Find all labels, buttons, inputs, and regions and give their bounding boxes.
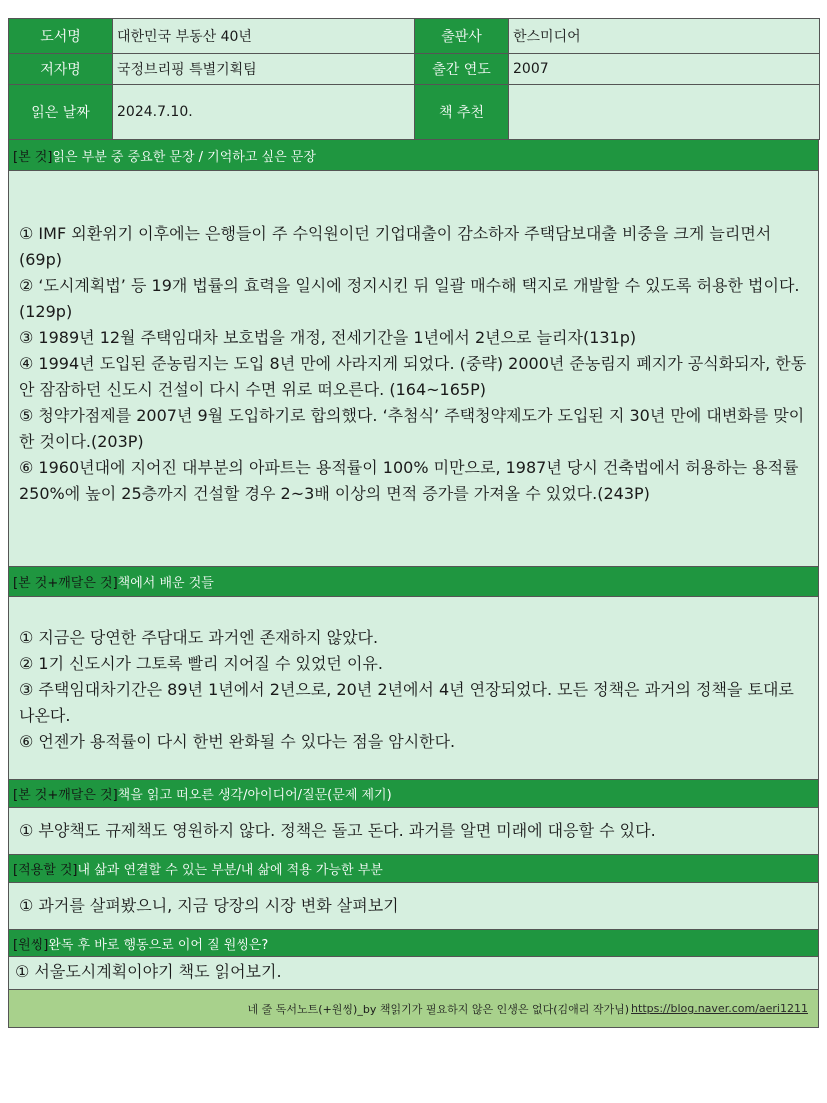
section-title: 책에서 배운 것들 — [117, 576, 214, 591]
section-header-lessons — [8, 567, 819, 597]
list-item: ① IMF 외환위기 이후에는 은행들이 주 수익원이던 기업대출이 감소하자 주택담보대출 비중을 크게 늘리면서 (69p) — [19, 224, 772, 269]
footer — [8, 990, 819, 1028]
read-date-label: 읽은 날짜 — [9, 85, 113, 140]
section-tag: [본 것+깨달은 것] — [13, 576, 118, 591]
author-value: 국정브리핑 특별기획팀 — [113, 54, 415, 85]
section-title: 내 삶과 연결할 수 있는 부분/내 삶에 적용 가능한 부분 — [77, 863, 383, 878]
section-body-lessons — [8, 597, 819, 780]
list-item: ③ 주택임대차기간은 89년 1년에서 2년으로, 20년 2년에서 4년 연장되었다. 모든 정책은 과거의 정책을 토대로 나온다. — [19, 680, 794, 725]
section-title: 읽은 부분 중 중요한 문장 / 기억하고 싶은 문장 — [52, 149, 316, 165]
list-item: ② 1기 신도시가 그토록 빨리 지어질 수 있었던 이유. — [19, 654, 383, 673]
read-date-value: 2024.7.10. — [113, 85, 415, 140]
section-tag: [본 것] — [13, 149, 53, 165]
section-header-one-thing — [8, 930, 819, 957]
list-item: ① 과거를 살펴봤으니, 지금 당장의 시장 변화 살펴보기 — [19, 896, 399, 915]
list-item: ④ 1994년 도입된 준농림지는 도입 8년 만에 사라지게 되었다. (중략) 2000년 준농림지 폐지가 공식화되자, 한동안 잠잠하던 신도시 건설이 다시 수면 위로 떠오른다. (164~165P) — [19, 354, 807, 399]
section-title: 책을 읽고 떠오른 생각/아이디어/질문(문제 제기) — [117, 788, 392, 803]
author-label: 저자명 — [9, 54, 113, 85]
section-body-apply — [8, 883, 819, 930]
list-item: ⑥ 언젠가 용적률이 다시 한번 완화될 수 있다는 점을 암시한다. — [19, 732, 456, 751]
footer-blog-link[interactable]: https://blog.naver.com/aeri1211 — [631, 1002, 808, 1015]
section-tag: [본 것+깨달은 것] — [13, 788, 118, 803]
section-header-apply — [8, 855, 819, 883]
list-item: ② ‘도시계획법’ 등 19개 법률의 효력을 일시에 정지시킨 뒤 일괄 매수해 택지로 개발할 수 있도록 허용한 법이다. (129p) — [19, 276, 800, 321]
list-item: ⑥ 1960년대에 지어진 대부분의 아파트는 용적률이 100% 미만으로, 1987년 당시 건축법에서 허용하는 용적률 250%에 높이 25층까지 건설할 경우 2~3배 이상의 면적 증가를 가져올 수 있었다.(243P) — [19, 458, 799, 503]
list-item: ① 부양책도 규제책도 영원하지 않다. 정책은 돌고 돈다. 과거를 알면 미래에 대응할 수 있다. — [19, 821, 656, 840]
recommend-value — [509, 85, 820, 140]
footer-credit: 네 줄 독서노트(+원씽)_by 책읽기가 필요하지 않은 인생은 없다(김애리 작가님) — [247, 1002, 630, 1016]
book-info-row-3 — [9, 85, 820, 140]
list-item: ⑤ 청약가점제를 2007년 9월 도입하기로 합의했다. ‘추첨식’ 주택청약제도가 도입된 지 30년 만에 대변화를 맞이한 것이다.(203P) — [19, 406, 805, 451]
list-item: ③ 1989년 12월 주택임대차 보호법을 개정, 전세기간을 1년에서 2년으로 늘리자(131p) — [19, 328, 637, 347]
book-title-value: 대한민국 부동산 40년 — [113, 19, 415, 54]
book-info-row-1 — [9, 19, 820, 54]
recommend-label: 책 추천 — [415, 85, 509, 140]
year-label: 출간 연도 — [415, 54, 509, 85]
book-info-table — [8, 18, 820, 140]
publisher-value: 한스미디어 — [509, 19, 820, 54]
reading-note-sheet — [8, 18, 819, 1028]
section-tag: [원씽] — [13, 937, 49, 953]
book-info-row-2 — [9, 54, 820, 85]
section-body-important-sentences — [8, 171, 819, 567]
publisher-label: 출판사 — [415, 19, 509, 54]
section-body-one-thing — [8, 957, 819, 990]
section-tag: [적용할 것] — [13, 863, 78, 878]
section-body-ideas — [8, 808, 819, 855]
section-header-ideas — [8, 780, 819, 808]
list-item: ① 서울도시계획이야기 책도 읽어보기. — [15, 962, 282, 981]
section-title: 완독 후 바로 행동으로 이어 질 원씽은? — [48, 937, 269, 953]
section-header-important-sentences — [8, 140, 819, 171]
book-title-label: 도서명 — [9, 19, 113, 54]
year-value: 2007 — [509, 54, 820, 85]
list-item: ① 지금은 당연한 주담대도 과거엔 존재하지 않았다. — [19, 628, 379, 647]
